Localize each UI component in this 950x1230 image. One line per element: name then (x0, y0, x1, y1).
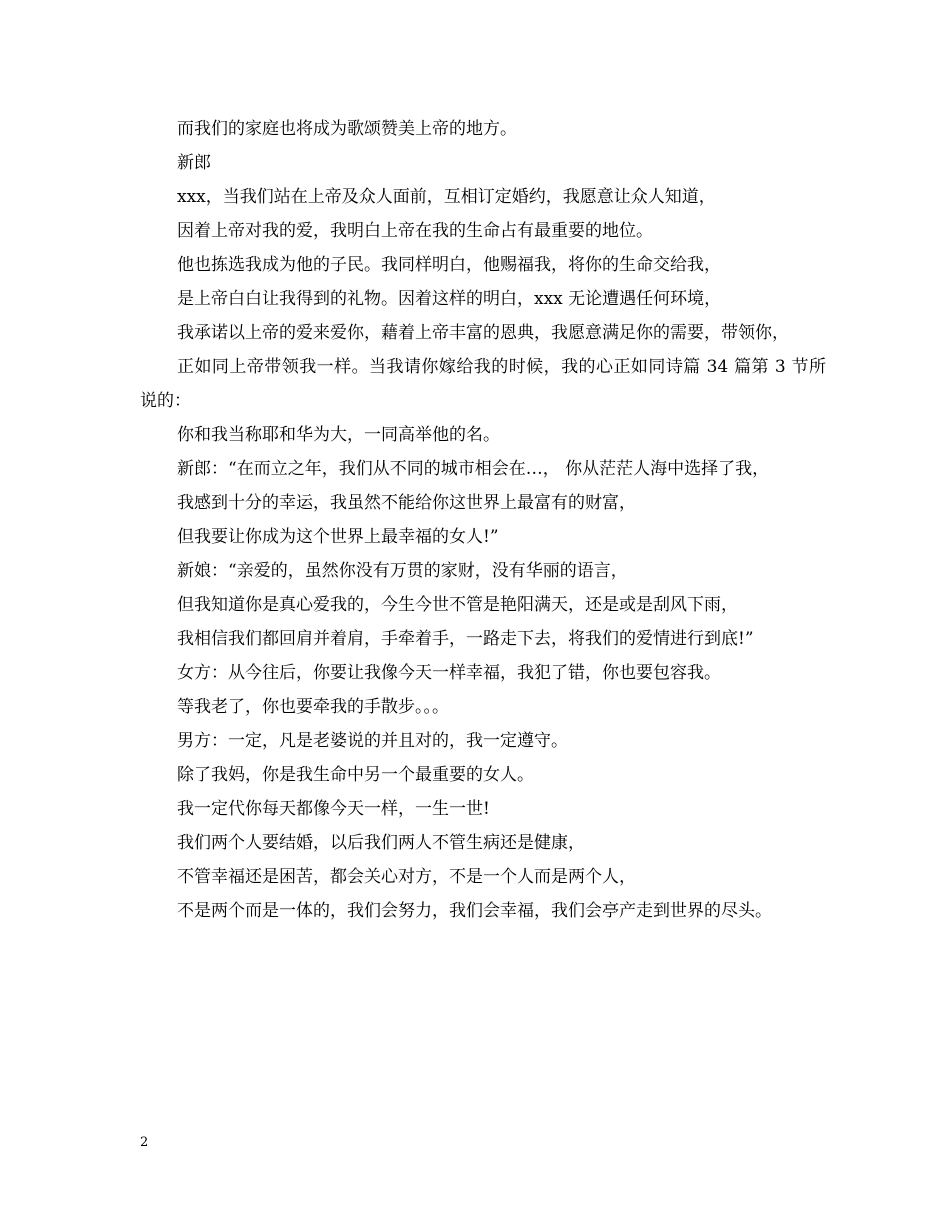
paragraph: 正如同上帝带领我一样。当我请你嫁给我的时候，我的心正如同诗篇 34 篇第 3 节所说的： (140, 357, 826, 411)
paragraph: 不管幸福还是困苦，都会关心对方，不是一个人而是两个人， (177, 867, 636, 887)
paragraph: 新郎 (177, 153, 211, 173)
paragraph: 我们两个人要结婚，以后我们两人不管生病还是健康， (177, 833, 585, 853)
paragraph: 女方：从今往后，你要让我像今天一样幸福，我犯了错，你也要包容我。 (177, 663, 721, 683)
paragraph: 我承诺以上帝的爱来爱你，藉着上帝丰富的恩典，我愿意满足你的需要，带领你， (177, 323, 789, 343)
paragraph: 等我老了，你也要牵我的手散步。。。 (177, 697, 449, 717)
paragraph: 而我们的家庭也将成为歌颂赞美上帝的地方。 (177, 119, 517, 139)
paragraph: 是上帝白白让我得到的礼物。因着这样的明白，xxx 无论遭遇任何环境， (177, 289, 722, 309)
paragraph: xxx，当我们站在上帝及众人面前，互相订定婚约，我愿意让众人知道， (177, 187, 716, 207)
paragraph: 因着上帝对我的爱，我明白上帝在我的生命占有最重要的地位。 (177, 221, 653, 241)
paragraph: 男方：一定，凡是老婆说的并且对的，我一定遵守。 (177, 731, 568, 751)
paragraph: 不是两个而是一体的，我们会努力，我们会幸福，我们会亭产走到世界的尽头。 (177, 901, 772, 921)
paragraph: 新娘：“亲爱的，虽然你没有万贯的家财，没有华丽的语言， (177, 561, 628, 581)
paragraph: 但我要让你成为这个世界上最幸福的女人!” (177, 527, 499, 547)
paragraph: 他也拣选我成为他的子民。我同样明白，他赐福我，将你的生命交给我， (177, 255, 721, 275)
paragraph: 除了我妈，你是我生命中另一个最重要的女人。 (177, 765, 534, 785)
paragraph: 新郎：“在而立之年，我们从不同的城市相会在…， 你从茫茫人海中选择了我， (177, 459, 770, 479)
body-text (140, 112, 826, 928)
paragraph: 我一定代你每天都像今天一样，一生一世! (177, 799, 490, 819)
paragraph: 你和我当称耶和华为大，一同高举他的名。 (177, 425, 500, 445)
paragraph: 我感到十分的幸运，我虽然不能给你这世界上最富有的财富， (177, 493, 636, 513)
paragraph: 但我知道你是真心爱我的，今生今世不管是艳阳满天，还是或是刮风下雨， (177, 595, 738, 615)
paragraph: 我相信我们都回肩并着肩，手牵着手，一路走下去，将我们的爱情进行到底!” (177, 629, 754, 649)
page-number: 2 (140, 1135, 149, 1150)
